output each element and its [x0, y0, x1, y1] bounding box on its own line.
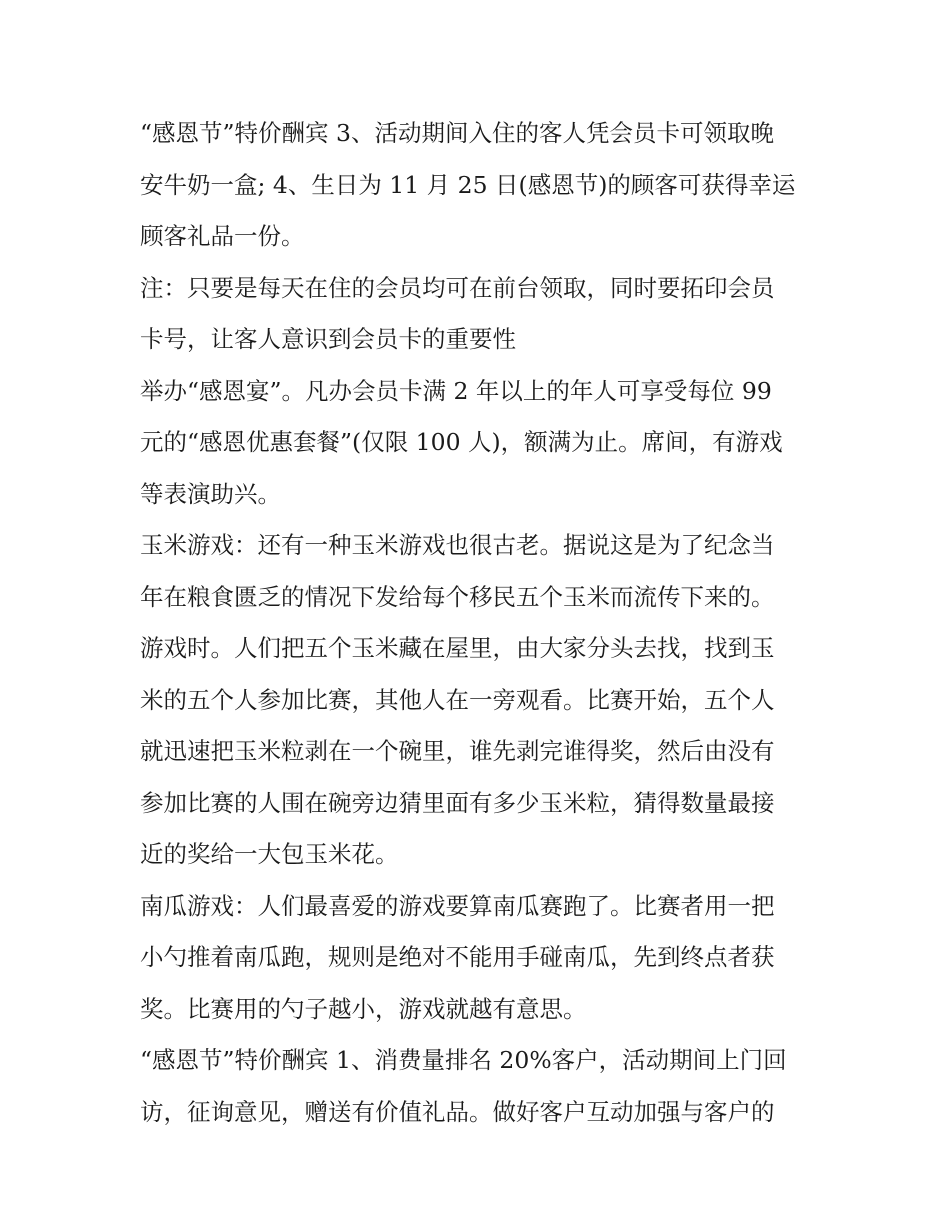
- text-line: 举办“感恩宴”。凡办会员卡满 2 年以上的年人可享受每位 99: [140, 376, 772, 405]
- text-line: 奖。比赛用的勺子越小，游戏就越有意思。: [140, 994, 587, 1023]
- text-line: 顾客礼品一份。: [140, 222, 305, 250]
- text-line: 元的“感恩优惠套餐”(仅限 100 人)，额满为止。席间，有游戏: [140, 428, 783, 456]
- text-line: 南瓜游戏：人们最喜爱的游戏要算南瓜赛跑了。比赛者用一把: [140, 891, 775, 920]
- text-line: 安牛奶一盒; 4、生日为 11 月 25 日(感恩节)的顾客可获得幸运: [140, 170, 796, 199]
- text-line: 参加比赛的人围在碗旁边猜里面有多少玉米粒，猜得数量最接: [140, 788, 775, 817]
- text-line: 近的奖给一大包玉米花。: [140, 840, 399, 868]
- text-line: 米的五个人参加比赛，其他人在一旁观看。比赛开始，五个人: [140, 685, 775, 714]
- text-line: “感恩节”特价酬宾 1、消费量排名 20%客户，活动期间上门回: [140, 1046, 787, 1074]
- text-line: 游戏时。人们把五个玉米藏在屋里，由大家分头去找，找到玉: [140, 634, 775, 662]
- text-line: 就迅速把玉米粒剥在一个碗里，谁先剥完谁得奖，然后由没有: [140, 737, 775, 765]
- document-body: [140, 108, 820, 1138]
- text-line: 玉米游戏：还有一种玉米游戏也很古老。据说这是为了纪念当: [140, 531, 775, 559]
- text-line: 小勺推着南瓜跑，规则是绝对不能用手碰南瓜，先到终点者获: [140, 943, 775, 971]
- text-line: 访，征询意见，赠送有价值礼品。做好客户互动加强与客户的: [140, 1097, 775, 1126]
- text-line: “感恩节”特价酬宾 3、活动期间入住的客人凭会员卡可领取晚: [140, 119, 774, 147]
- text-line: 等表演助兴。: [140, 479, 281, 508]
- text-line: 注：只要是每天在住的会员均可在前台领取，同时要拓印会员: [140, 273, 775, 302]
- text-line: 卡号，让客人意识到会员卡的重要性: [140, 325, 516, 353]
- text-line: 年在粮食匮乏的情况下发给每个移民五个玉米而流传下来的。: [140, 582, 775, 611]
